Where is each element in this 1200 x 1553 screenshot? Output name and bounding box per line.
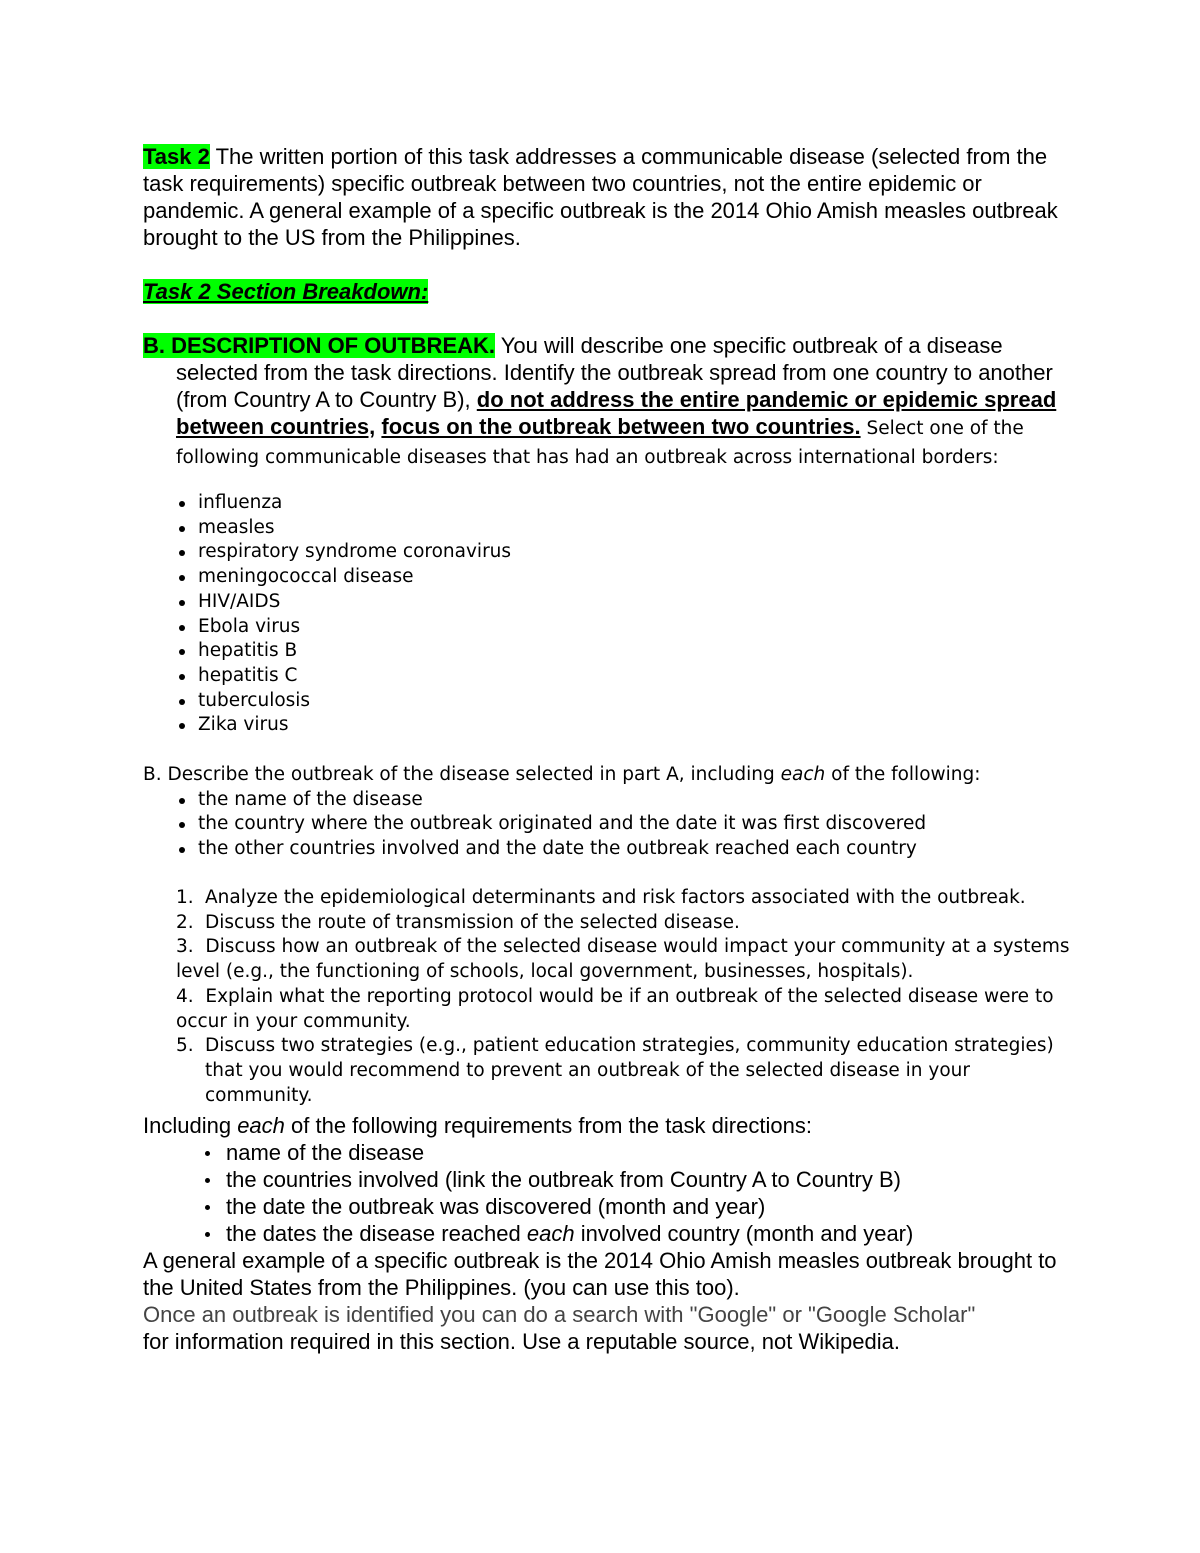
disease-item: HIV/AIDS (143, 590, 1063, 615)
disease-list-block (143, 491, 1063, 738)
describe-item: the other countries involved and the date the outbreak reached each country (143, 837, 1063, 862)
numbered-item (143, 911, 1078, 936)
including-each: each (237, 1113, 285, 1138)
section-b-text2: Select one of the following communicable diseases that has had an outbreak across international borders: (176, 418, 1024, 468)
disease-item: respiratory syndrome coronavirus (143, 540, 1063, 565)
disease-item: hepatitis B (143, 639, 1063, 664)
including-item-text: the dates the disease reached (226, 1221, 527, 1246)
including-item-text: name of the disease (226, 1140, 425, 1165)
section-b-emph1: do not address the entire pandemic or epidemic spread between countries, (176, 387, 1057, 439)
section-b-text1: You will describe one specific outbreak of a disease selected from the task directions. Identify the outbreak spread from one country to another (from Country A to Country B), (176, 333, 1053, 412)
numbered-text: Discuss the route of transmission of the selected disease. (205, 911, 740, 933)
including-prefix: Including (143, 1113, 238, 1138)
numbered-item (143, 886, 1078, 911)
numbered-index: 5. (176, 1035, 194, 1057)
numbered-item (143, 985, 1078, 1034)
including-block (143, 1112, 1063, 1355)
describe-item: the name of the disease (143, 788, 1063, 813)
breakdown-heading-block (143, 278, 1063, 305)
numbered-index: 1. (176, 887, 194, 908)
numbered-block (143, 886, 1078, 1108)
describe-list (143, 788, 1063, 862)
breakdown-heading: Task 2 Section Breakdown: (143, 279, 429, 304)
numbered-text: Analyze the epidemiological determinants and risk factors associated with the outbreak. (205, 887, 1026, 908)
including-item-text: the countries involved (link the outbreak from Country A to Country B) (226, 1167, 901, 1192)
describe-block (143, 763, 1063, 862)
example-text: A general example of a specific outbreak is the 2014 Ohio Amish measles outbreak brought to the United States from the Philippines. (you can use this too). (143, 1248, 1057, 1300)
numbered-text: Discuss two strategies (e.g., patient education strategies, community education strategies) that you would recommend to prevent an outbreak of the selected disease in your community. (205, 1035, 1054, 1106)
numbered-list (143, 886, 1078, 1108)
numbered-index: 3. (176, 936, 194, 958)
including-intro (143, 1112, 1063, 1139)
including-item-each: each (526, 1221, 575, 1246)
task-label: Task 2 (143, 144, 210, 169)
task-intro (143, 143, 1063, 251)
including-item (143, 1166, 1063, 1193)
describe-prefix: B. Describe the outbreak of the disease selected in part A, including (143, 764, 781, 785)
disease-item: Ebola virus (143, 615, 1063, 640)
describe-intro (143, 763, 1063, 788)
numbered-index: 4. (176, 985, 194, 1007)
search-line: Once an outbreak is identified you can do a search with "Google" or "Google Scholar" (143, 1302, 976, 1327)
describe-suffix: of the following: (825, 764, 981, 785)
disease-item: Zika virus (143, 713, 1063, 738)
section-b (143, 332, 1063, 470)
including-item (143, 1193, 1063, 1220)
disease-item: meningococcal disease (143, 565, 1063, 590)
numbered-item (143, 935, 1078, 984)
numbered-text: Discuss how an outbreak of the selected disease would impact your community at a systems level (e.g., the functioning of schools, local government, businesses, hospitals). (176, 936, 1070, 983)
section-b-emph2: focus on the outbreak between two countries. (381, 414, 861, 439)
numbered-index: 2. (176, 911, 194, 933)
including-list (143, 1139, 1063, 1247)
including-item (143, 1220, 1063, 1247)
including-suffix: of the following requirements from the task directions: (284, 1113, 812, 1138)
numbered-text: Explain what the reporting protocol would be if an outbreak of the selected disease were to occur in your community. (176, 985, 1054, 1032)
numbered-item (143, 1034, 1078, 1108)
disease-item: hepatitis C (143, 664, 1063, 689)
disease-item: tuberculosis (143, 689, 1063, 714)
disease-item: influenza (143, 491, 1063, 516)
including-item (143, 1139, 1063, 1166)
including-item-text-b: involved country (month and year) (574, 1221, 914, 1246)
section-b-heading: B. DESCRIPTION OF OUTBREAK. (143, 333, 496, 358)
disease-list (143, 491, 1063, 738)
source-line: for information required in this section. Use a reputable source, not Wikipedia. (143, 1329, 900, 1354)
task-intro-text: The written portion of this task addresses a communicable disease (selected from the task requirements) specific outbreak between two countries, not the entire epidemic or pandemic. A general example of a specific outbreak is the 2014 Ohio Amish measles outbreak brought to the US from the Philippines. (143, 144, 1058, 250)
describe-item: the country where the outbreak originated and the date it was first discovered (143, 812, 1063, 837)
including-item-text: the date the outbreak was discovered (month and year) (226, 1194, 766, 1219)
describe-each: each (780, 764, 826, 785)
disease-item: measles (143, 516, 1063, 541)
